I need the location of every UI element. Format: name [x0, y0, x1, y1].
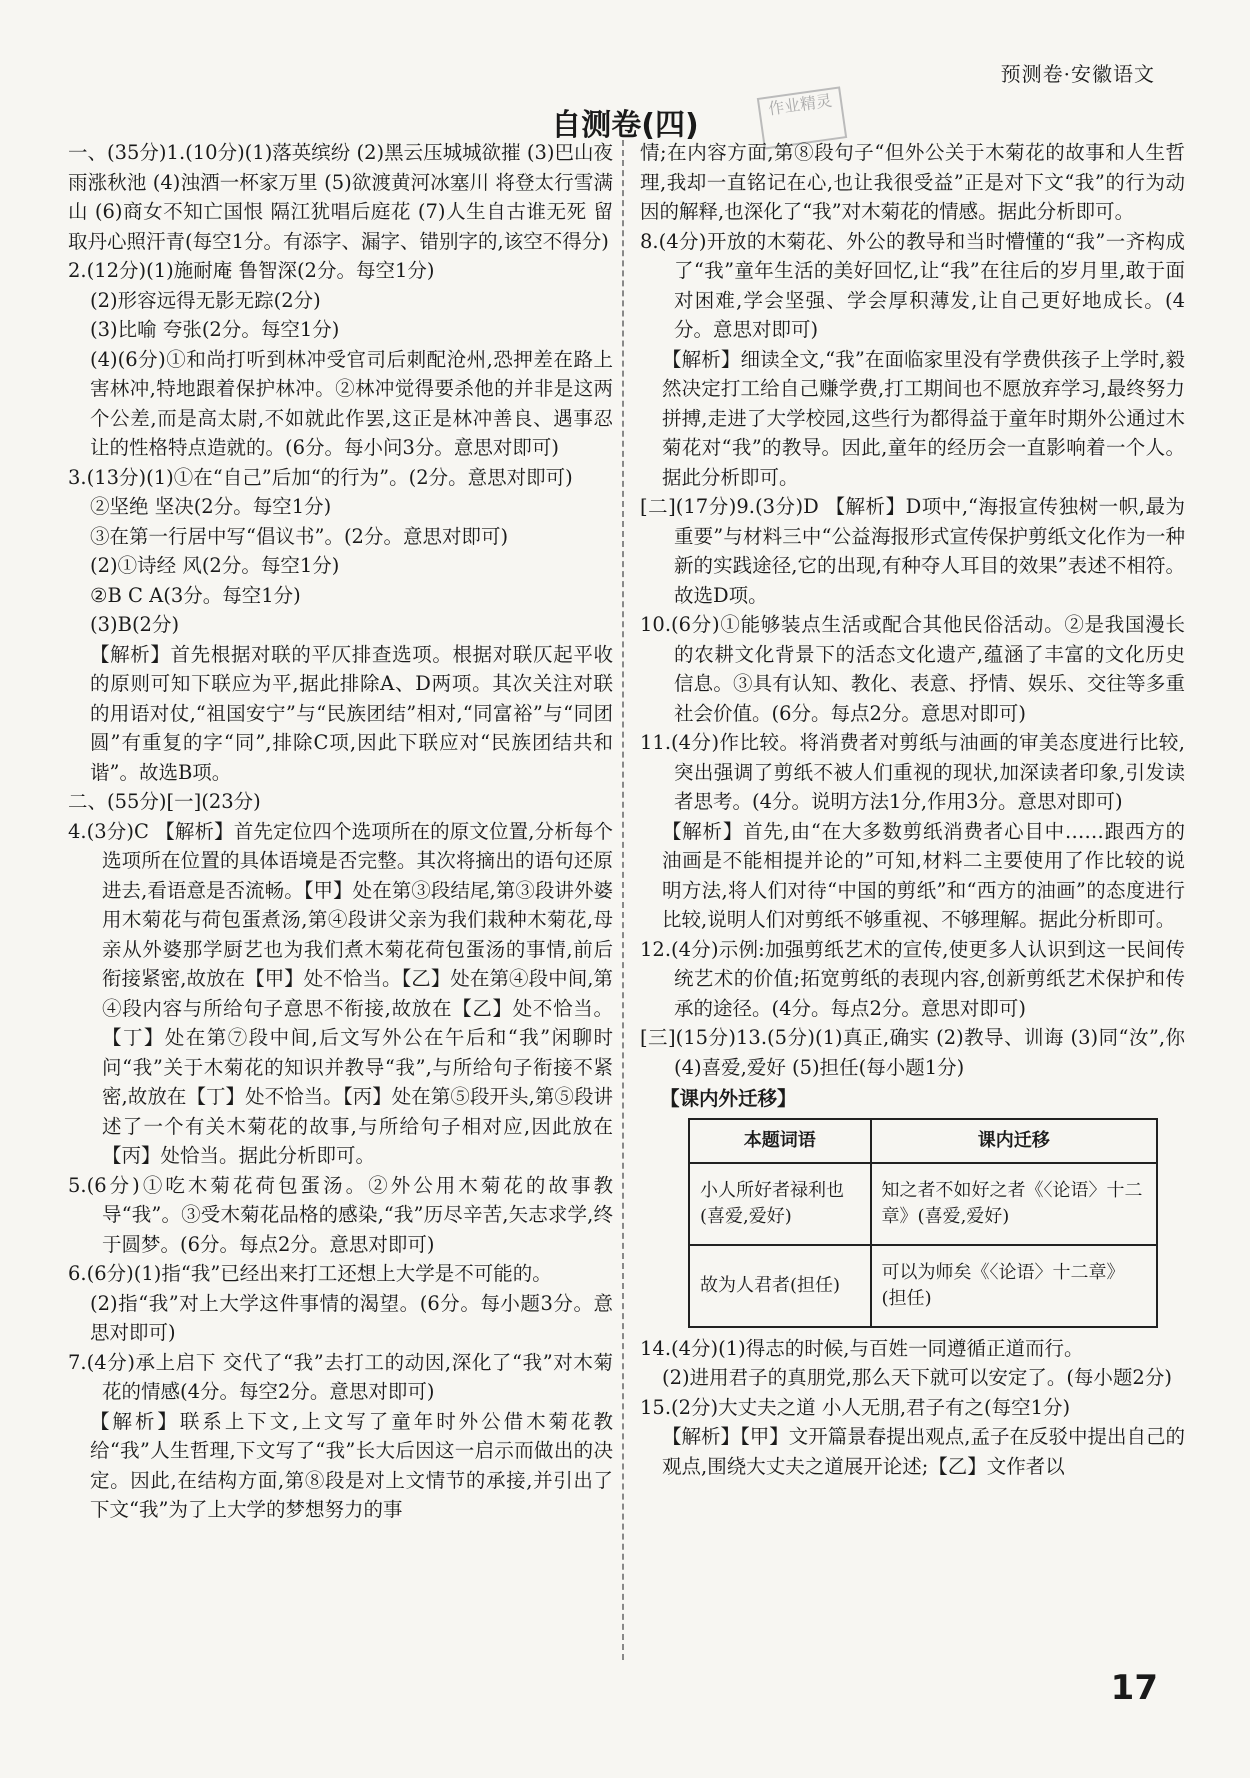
analysis-8: 【解析】细读全文,“我”在面临家里没有学费供孩子上学时,毅然决定打工给自己赚学费,打工期间也不愿放弃学习,最终努力拼搏,走进了大学校园,这些行为都得益于童年时期外公通过木菊花对“我”的教导。因此,童年的经历会一直影响着一个人。据此分析即可。: [662, 347, 1185, 489]
answer-3-1b: ②坚绝 坚决(2分。每空1分): [90, 495, 332, 518]
migration-col1-header: 本题词语: [689, 1119, 871, 1163]
answer-13: [三](15分)13.(5分)(1)真正,确实 (2)教导、训诲 (3)同“汝”,你 (4)喜爱,爱好 (5)担任(每小题1分): [640, 1026, 1185, 1079]
page-number: 17: [1110, 1668, 1158, 1708]
answer-5: 5.(6分)①吃木菊花荷包蛋汤。②外公用木菊花的故事教导“我”。③受木菊花品格的感染,“我”历尽辛苦,矢志求学,终于圆梦。(6分。每点2分。意思对即可): [68, 1173, 613, 1256]
migration-heading: 【课内外迁移】: [660, 1087, 797, 1110]
migration-col2-header: 课内迁移: [871, 1119, 1157, 1163]
answer-3: 3.(13分)(1)①在“自己”后加“的行为”。(2分。意思对即可): [68, 465, 573, 489]
answer-2-3: (3)比喻 夸张(2分。每空1分): [90, 318, 340, 341]
answer-15: 15.(2分)大丈夫之道 小人无朋,君子有之(每空1分): [640, 1395, 1071, 1419]
answer-6: 6.(6分)(1)指“我”已经出来打工还想上大学是不可能的。: [68, 1262, 552, 1285]
analysis-7: 【解析】联系上下文,上文写了童年时外公借木菊花教给“我”人生哲理,下文写了“我”长大后因这一启示而做出的决定。因此,在结构方面,第⑧段是对上文情节的承接,并引出了下文“我”为了上大学的梦想努力的事: [90, 1409, 613, 1521]
answer-14-2: (2)进用君子的真朋党,那么天下就可以安定了。(每小题2分): [662, 1366, 1172, 1389]
answer-3-2b: ②B C A(3分。每空1分): [90, 583, 301, 607]
answer-9: [二](17分)9.(3分)D 【解析】D项中,“海报宣传独树一帜,最为重要”与材料三中“公益海报形式宣传保护剪纸文化作为一种新的实践途径,它的出现,有种夺人耳目的效果”表述不相符。故选D项。: [640, 495, 1185, 607]
left-column: [68, 138, 613, 1525]
answer-3-1c: ③在第一行居中写“倡议书”。(2分。意思对即可): [90, 524, 509, 548]
analysis-15: 【解析】【甲】文开篇景春提出观点,孟子在反驳中提出自己的观点,围绕大丈夫之道展开论述;【乙】文作者以: [662, 1425, 1185, 1478]
page-title: 自测卷(四): [551, 108, 699, 143]
analysis-11: 【解析】首先,由“在大多数剪纸消费者心目中……跟西方的油画是不能相提并论的”可知,材料二主要使用了作比较的说明方法,将人们对待“中国的剪纸”和“西方的油画”的态度进行比较,说明人们对剪纸不够重视、不够理解。据此分析即可。: [662, 819, 1185, 931]
answer-7: 7.(4分)承上启下 交代了“我”去打工的动因,深化了“我”对木菊花的情感(4分。每空2分。意思对即可): [68, 1350, 613, 1403]
column-divider: [622, 140, 624, 1660]
migration-table: [688, 1118, 1158, 1328]
migration-cell: 可以为师矣《〈论语〉十二章》(担任): [871, 1245, 1157, 1327]
watermark-stamp: 作业精灵: [757, 86, 847, 149]
answer-1: 一、(35分)1.(10分)(1)落英缤纷 (2)黑云压城城欲摧 (3)巴山夜雨涨秋池 (4)浊酒一杯家万里 (5)欲渡黄河冰塞川 将登太行雪满山 (6)商女不知亡国恨 隔江犹唱后庭花 (7)人生自古谁无死 留取丹心照汗青(每空1分。有添字、漏字、错别字的,该空不得分): [68, 141, 613, 253]
table-row: [689, 1163, 1157, 1245]
answer-12: 12.(4分)示例:加强剪纸艺术的宣传,使更多人认识到这一民间传统艺术的价值;拓宽剪纸的表现内容,创新剪纸艺术保护和传承的途径。(4分。每点2分。意思对即可): [640, 937, 1185, 1020]
answer-2-2: (2)形容远得无影无踪(2分): [90, 288, 321, 312]
answer-4: 4.(3分)C 【解析】首先定位四个选项所在的原文位置,分析每个选项所在位置的具体语境是否完整。其次将摘出的语句还原进去,看语意是否流畅。【甲】处在第③段结尾,第③段讲外婆用木菊花与荷包蛋煮汤,第④段讲父亲为我们栽种木菊花,母亲从外婆那学厨艺也为我们煮木菊花荷包蛋汤的事情,前后衔接紧密,故放在【甲】处不恰当。【乙】处在第④段中间,第④段内容与所给句子意思不衔接,故放在【乙】处不恰当。【丁】处在第⑦段中间,后文写外公在午后和“我”闲聊时问“我”关于木菊花的知识并教导“我”,与所给句子衔接不紧密,故放在【丁】处不恰当。【丙】处在第⑤段开头,第⑤段讲述了一个有关木菊花的故事,与所给句子相对应,因此放在【丙】处恰当。据此分析即可。: [68, 819, 613, 1167]
analysis-7-cont: 情;在内容方面,第⑧段句子“但外公关于木菊花的故事和人生哲理,我却一直铭记在心,也让我很受益”正是对下文“我”的行为动因的解释,也深化了“我”对木菊花的情感。据此分析即可。: [640, 141, 1185, 223]
migration-cell: 故为人君者(担任): [689, 1245, 871, 1327]
answer-8: 8.(4分)开放的木菊花、外公的教导和当时懵懂的“我”一齐构成了“我”童年生活的美好回忆,让“我”在往后的岁月里,敢于面对困难,学会坚强、学会厚积薄发,让自己更好地成长。(4分。意思对即可): [640, 229, 1185, 341]
answer-11: 11.(4分)作比较。将消费者对剪纸与油画的审美态度进行比较,突出强调了剪纸不被人们重视的现状,加深读者印象,引发读者思考。(4分。说明方法1分,作用3分。意思对即可): [640, 731, 1185, 813]
section-2-heading: 二、(55分)[一](23分): [68, 790, 261, 813]
right-column: [640, 138, 1185, 1481]
answer-6-2: (2)指“我”对上大学这件事情的渴望。(6分。每小题3分。意思对即可): [90, 1291, 613, 1344]
analysis-3: 【解析】首先根据对联的平仄排查选项。根据对联仄起平收的原则可知下联应为平,据此排除A、D两项。其次关注对联的用语对仗,“祖国安宁”与“民族团结”相对,“同富裕”与“同团圆”有重复的字“同”,排除C项,因此下联应对“民族团结共和谐”。故选B项。: [90, 642, 613, 784]
migration-cell: 小人所好者禄利也(喜爱,爱好): [689, 1163, 871, 1245]
answer-3-2a: (2)①诗经 风(2分。每空1分): [90, 554, 340, 577]
answer-3-3: (3)B(2分): [90, 613, 180, 636]
migration-cell: 知之者不如好之者《〈论语〉十二章》(喜爱,爱好): [871, 1163, 1157, 1245]
answer-10: 10.(6分)①能够装点生活或配合其他民俗活动。②是我国漫长的农耕文化背景下的活态文化遗产,蕴涵了丰富的文化历史信息。③具有认知、教化、表意、抒情、娱乐、交往等多重社会价值。(6分。每点2分。意思对即可): [640, 613, 1185, 725]
answer-14: 14.(4分)(1)得志的时候,与百姓一同遵循正道而行。: [640, 1336, 1084, 1360]
answer-2: 2.(12分)(1)施耐庵 鲁智深(2分。每空1分): [68, 259, 435, 282]
header-series: 预测卷·安徽语文: [1000, 62, 1155, 86]
table-row: [689, 1245, 1157, 1327]
answer-2-4: (4)(6分)①和尚打听到林冲受官司后刺配沧州,恐押差在路上害林冲,特地跟着保护林冲。②林冲觉得要杀他的并非是这两个公差,而是高太尉,不如就此作罢,这正是林冲善良、遇事忍让的性格特点造就的。(6分。每小问3分。意思对即可): [90, 347, 613, 459]
